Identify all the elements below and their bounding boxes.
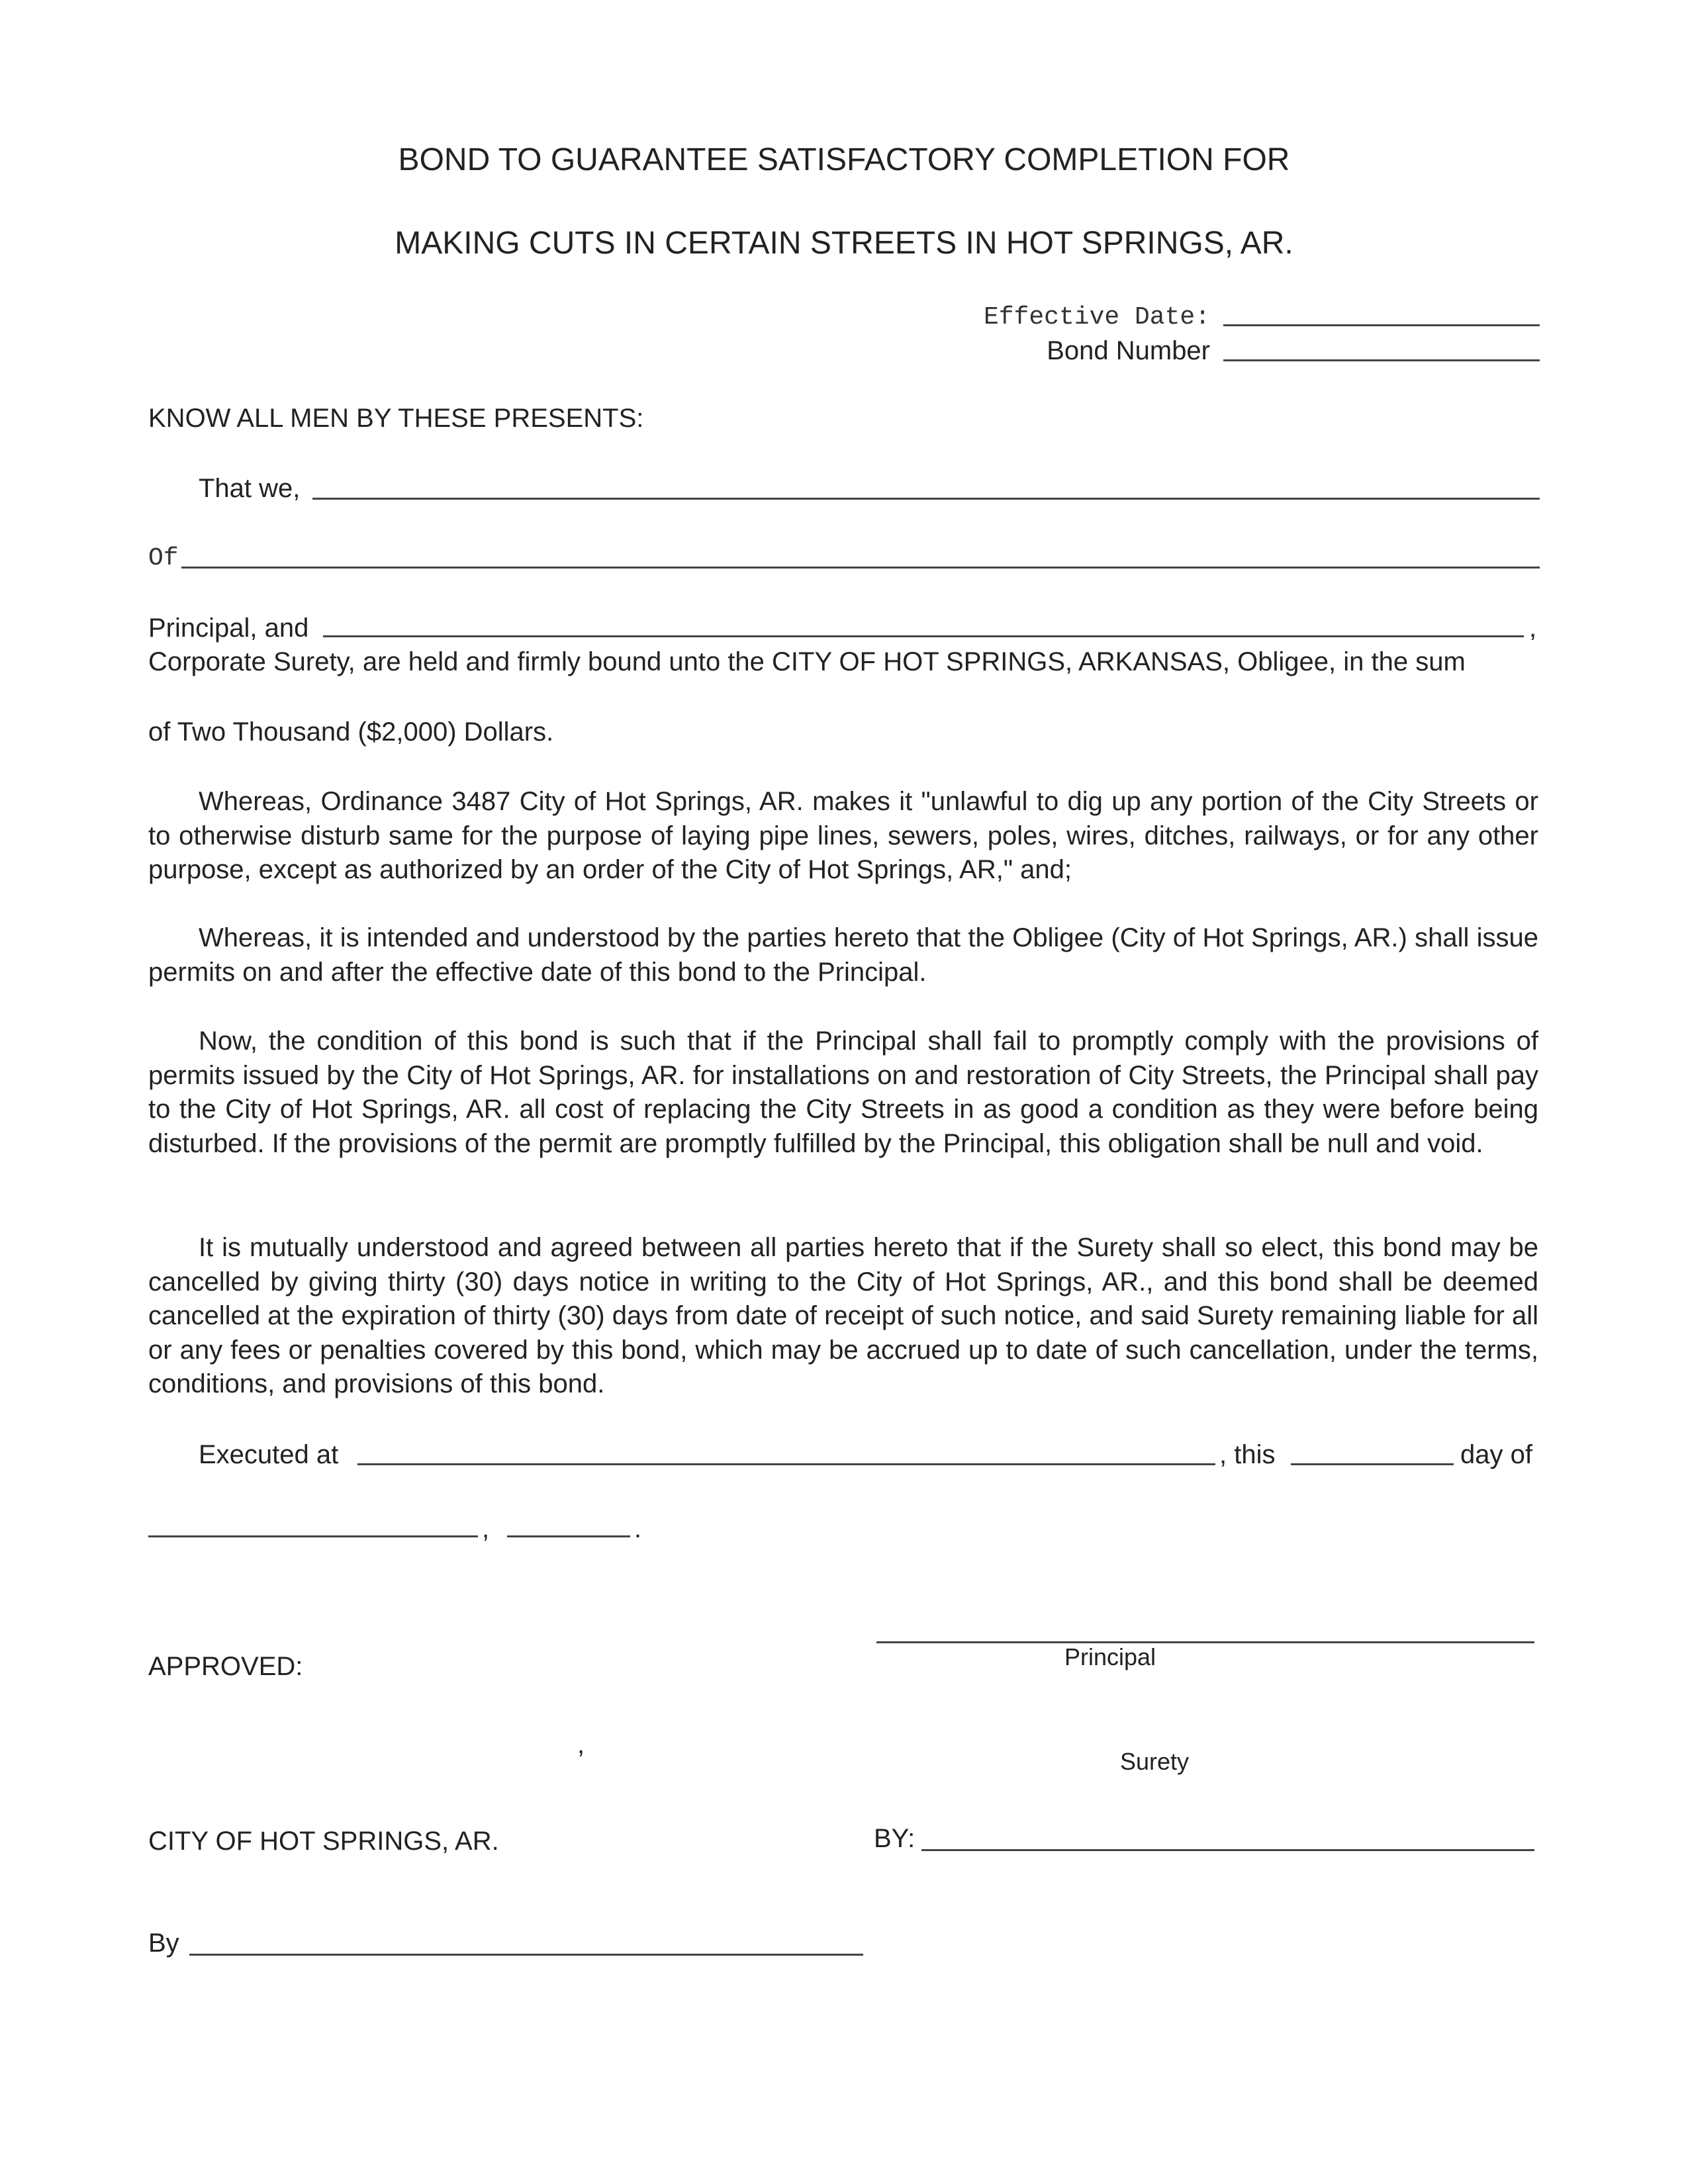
- paragraph-cancellation: [148, 1231, 1538, 1402]
- city-label: CITY OF HOT SPRINGS, AR.: [148, 1827, 499, 1856]
- paragraph-ordinance: [148, 785, 1538, 887]
- by-upper-label: BY:: [874, 1824, 915, 1853]
- day-of-label: day of: [1460, 1440, 1532, 1469]
- month-field[interactable]: [148, 1535, 478, 1537]
- stray-mark: ,: [577, 1730, 585, 1759]
- surety-by-signature-line[interactable]: [921, 1849, 1534, 1851]
- paragraph-cancellation-text: It is mutually understood and agreed between all parties hereto that if the Surety shall so elect, this bond may be cancelled by giving thirty (30) days notice in writing to the City of Hot Springs, AR., and this bond shall be deemed cancelled at the expiration of thirty (30) days from date of receipt of such notice, and said Surety remaining liable for all or any fees or penalties covered by this bond, which may be accrued up to date of such cancellation, under the terms, conditions, and provisions of this bond.: [148, 1233, 1538, 1398]
- surety-name-field[interactable]: [323, 635, 1524, 637]
- city-by-signature-line[interactable]: [189, 1954, 863, 1956]
- of-field[interactable]: [181, 567, 1540, 569]
- approved-label: APPROVED:: [148, 1652, 303, 1681]
- surety-label: Surety: [1119, 1748, 1190, 1775]
- effective-date-field[interactable]: [1223, 324, 1540, 326]
- of-label: Of: [148, 544, 179, 572]
- executed-at-label: Executed at: [199, 1440, 339, 1469]
- paragraph-permits: [148, 921, 1538, 989]
- title-line-2: MAKING CUTS IN CERTAIN STREETS IN HOT SPRINGS, AR.: [395, 226, 1293, 261]
- bond-number-label: Bond Number: [1047, 336, 1210, 365]
- paragraph-condition-text: Now, the condition of this bond is such that if the Principal shall fail to promptly comply with the provisions of permits issued by the City of Hot Springs, AR. for installations on and restoration of City Streets, the Principal shall pay to the City of Hot Springs, AR. all cost of replacing the City Streets in as good a condition as they were before being disturbed. If the provisions of the permit are promptly fulfilled by the Principal, this obligation shall be null and void.: [148, 1026, 1538, 1158]
- title-line-1: BOND TO GUARANTEE SATISFACTORY COMPLETION FOR: [398, 142, 1290, 177]
- surety-sentence-line-2: of Two Thousand ($2,000) Dollars.: [148, 717, 554, 747]
- effective-date-label: Effective Date:: [983, 303, 1210, 332]
- that-we-label: That we,: [199, 474, 301, 503]
- date-comma: ,: [482, 1514, 490, 1543]
- date-period: .: [634, 1514, 642, 1543]
- this-label: , this: [1219, 1440, 1276, 1469]
- year-field[interactable]: [507, 1535, 630, 1537]
- paragraph-permits-text: Whereas, it is intended and understood by the parties hereto that the Obligee (City of Hot Springs, AR.) shall issue permits on and after the effective date of this bond to the Principal.: [148, 923, 1538, 987]
- by-label: By: [148, 1929, 179, 1958]
- intro-heading: KNOW ALL MEN BY THESE PRESENTS:: [148, 404, 644, 433]
- paragraph-ordinance-text: Whereas, Ordinance 3487 City of Hot Springs, AR. makes it "unlawful to dig up any portion of the City Streets or to otherwise disturb same for the purpose of laying pipe lines, sewers, poles, wires, ditches, railways, or for any other purpose, except as authorized by an order of the City of Hot Springs, AR," and;: [148, 787, 1538, 884]
- executed-at-field[interactable]: [357, 1463, 1215, 1465]
- trailing-comma: ,: [1529, 614, 1537, 643]
- that-we-field[interactable]: [312, 498, 1540, 500]
- surety-sentence-line-1: Corporate Surety, are held and firmly bound unto the CITY OF HOT SPRINGS, ARKANSAS, Obligee, in the sum: [148, 647, 1466, 676]
- paragraph-condition: [148, 1024, 1538, 1161]
- principal-and-label: Principal, and: [148, 614, 309, 643]
- day-field[interactable]: [1291, 1463, 1454, 1465]
- bond-number-field[interactable]: [1223, 359, 1540, 361]
- principal-label: Principal: [1064, 1643, 1156, 1670]
